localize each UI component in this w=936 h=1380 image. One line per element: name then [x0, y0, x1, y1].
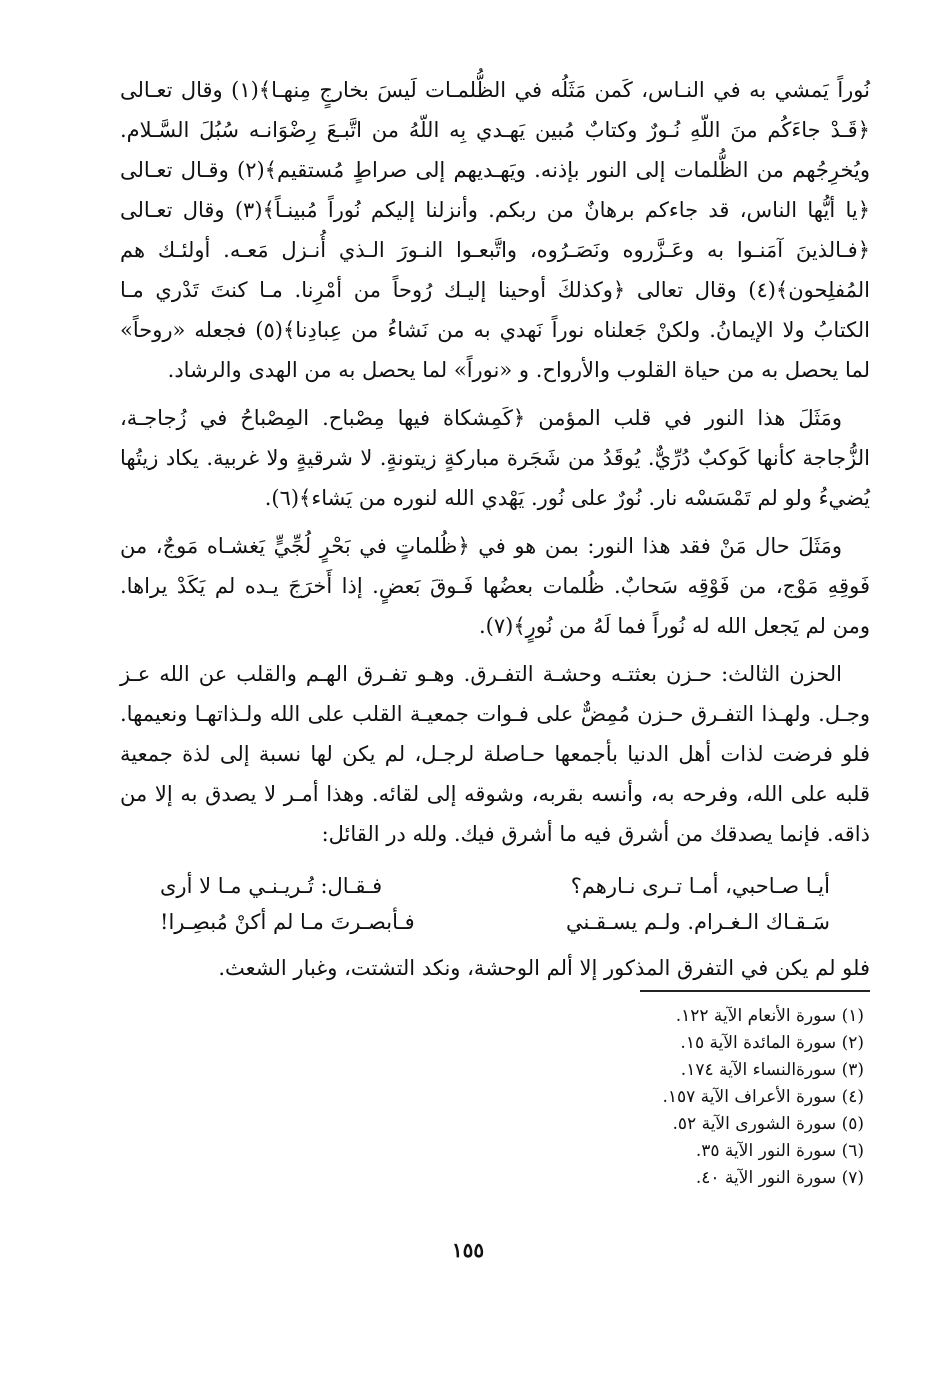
- footnote-item: (٧) سورة النور الآية ٤٠.: [695, 1168, 864, 1188]
- footnote-item: (٥) سورة الشورى الآية ٥٢.: [672, 1114, 864, 1134]
- footnote-item: (٦) سورة النور الآية ٣٥.: [695, 1141, 864, 1161]
- verse-hemistich-second: فـأبصـرتَ مـا لم أكنْ مُبصِـرا!: [160, 910, 415, 934]
- paragraph-3: ومَثَلَ حال مَنْ فقد هذا النور: بمن هو في ﴿ظُلماتٍ في بَحْرٍ لُجِّيٍّ يَغشـاه مَوجٌ، من فَوقِهِ مَوْج، من فَوْقِه سَحابٌ. ظُلمات بعضُها فَـوقَ بَعضٍ. إذا أَخرَجَ يـده لم يَكَدْ يراها. ومن لم يَجعل الله له نُوراً فما لَهُ من نُورٍ﴾(٧).: [120, 534, 870, 638]
- main-text: [120, 70, 870, 988]
- paragraph-2: ومَثَلَ هذا النور في قلب المؤمن ﴿كَمِشكاة فيها مِصْباح. المِصْباحُ في زُجاجـة، الزُّجاجة كأنها كَوكبٌ دُرِّيٌّ. يُوقَدُ من شَجَرة مباركةٍ زيتونةٍ. لا شرقيةٍ ولا غربية. يكاد زيتُها يُضيءُ ولو لم تَمْسَسْه نار. نُورٌ على نُور. يَهْدي الله لنوره من يَشاء﴾(٦).: [120, 406, 870, 510]
- footnote-item: (١) سورة الأنعام الآية ١٢٢.: [675, 1006, 864, 1026]
- closing-paragraph: فلو لم يكن في التفرق المذكور إلا ألم الوحشة، ونكد التشتت، وغبار الشعث.: [218, 956, 870, 980]
- footnote-item: (٣) سورةالنساء الآية ١٧٤.: [680, 1060, 864, 1080]
- poem-verse: [160, 868, 830, 940]
- verse-line: [160, 868, 830, 904]
- page-number: ١٥٥: [451, 1238, 485, 1262]
- paragraph-1: نُوراً يَمشي به في النـاس، كَمن مَثَلُه في الظُّلمـات لَيسَ بخارجٍ مِنهـا﴾(١) وقال تعـالى ﴿قَـدْ جاءَكُم منَ اللّهِ نُـورٌ وكتابٌ مُبين يَهـدي بِه اللّهُ من اتَّبـعَ رِضْوَانـه سُبُلَ السَّـلام. ويُخرِجُهم من الظُّلمات إلى النور بإذنه. ويَهـديهم إلى صراطٍ مُستقيم﴾(٢) وقـال تعـالى ﴿يا أيُّها الناس، قد جاءكم برهانٌ من ربكم. وأنزلنا إليكم نُوراً مُبينـاً﴾(٣) وقال تعـالى ﴿فـالذينَ آمَنـوا به وعَـزَّروه ونَصَـرُوه، واتَّبعـوا النـورَ الـذي أُنـزل مَعـه. أولئـك هم المُفلِحون﴾(٤) وقال تعالى ﴿وكذلكَ أوحينا إليـك رُوحاً من أمْرِنا. مـا كنتَ تَدْري مـا الكتابُ ولا الإيمانُ. ولكنْ جَعلناه نوراً نَهدي به من نَشاءُ من عِبادِنا﴾(٥) فجعله «روحاً» لما يحصل به من حياة القلوب والأرواح. و «نوراً» لما يحصل به من الهدى والرشاد.: [120, 78, 870, 382]
- paragraph-4: الحزن الثالث: حـزن بعثتـه وحشـة التفـرق. وهـو تفـرق الهـم والقلب عن الله عـز وجـل. ولهـذا التفـرق حـزن مُمِضٌّ على فـوات جمعيـة القلب على الله ولـذاتهـا ونعيمها. فلو فرضت لذات أهل الدنيا بأجمعها حـاصلة لرجـل، لم يكن لها نسبة إلى لذة جمعية قلبه على الله، وفرحه به، وأنسه بقربه، وشوقه إلى لقائه. وهذا أمـر لا يصدق به إلا من ذاقه. فإنما يصدقك من أشرق فيه ما أشرق فيك. ولله در القائل:: [120, 662, 870, 846]
- footnote-item: (٢) سورة المائدة الآية ١٥.: [680, 1033, 864, 1053]
- verse-hemistich-first: سَـقـاك الـغـرام. ولـم يسـقـني: [565, 910, 830, 934]
- verse-hemistich-second: فـقـال: تُـريـنـي مـا لا أرى: [160, 874, 383, 898]
- verse-hemistich-first: أيـا صـاحبي، أمـا تـرى نـارهم؟: [570, 874, 830, 898]
- footnote-item: (٤) سورة الأعراف الآية ١٥٧.: [662, 1087, 864, 1107]
- verse-line: [160, 904, 830, 940]
- footnotes-list: [662, 1003, 864, 1192]
- footnote-separator: [640, 990, 870, 992]
